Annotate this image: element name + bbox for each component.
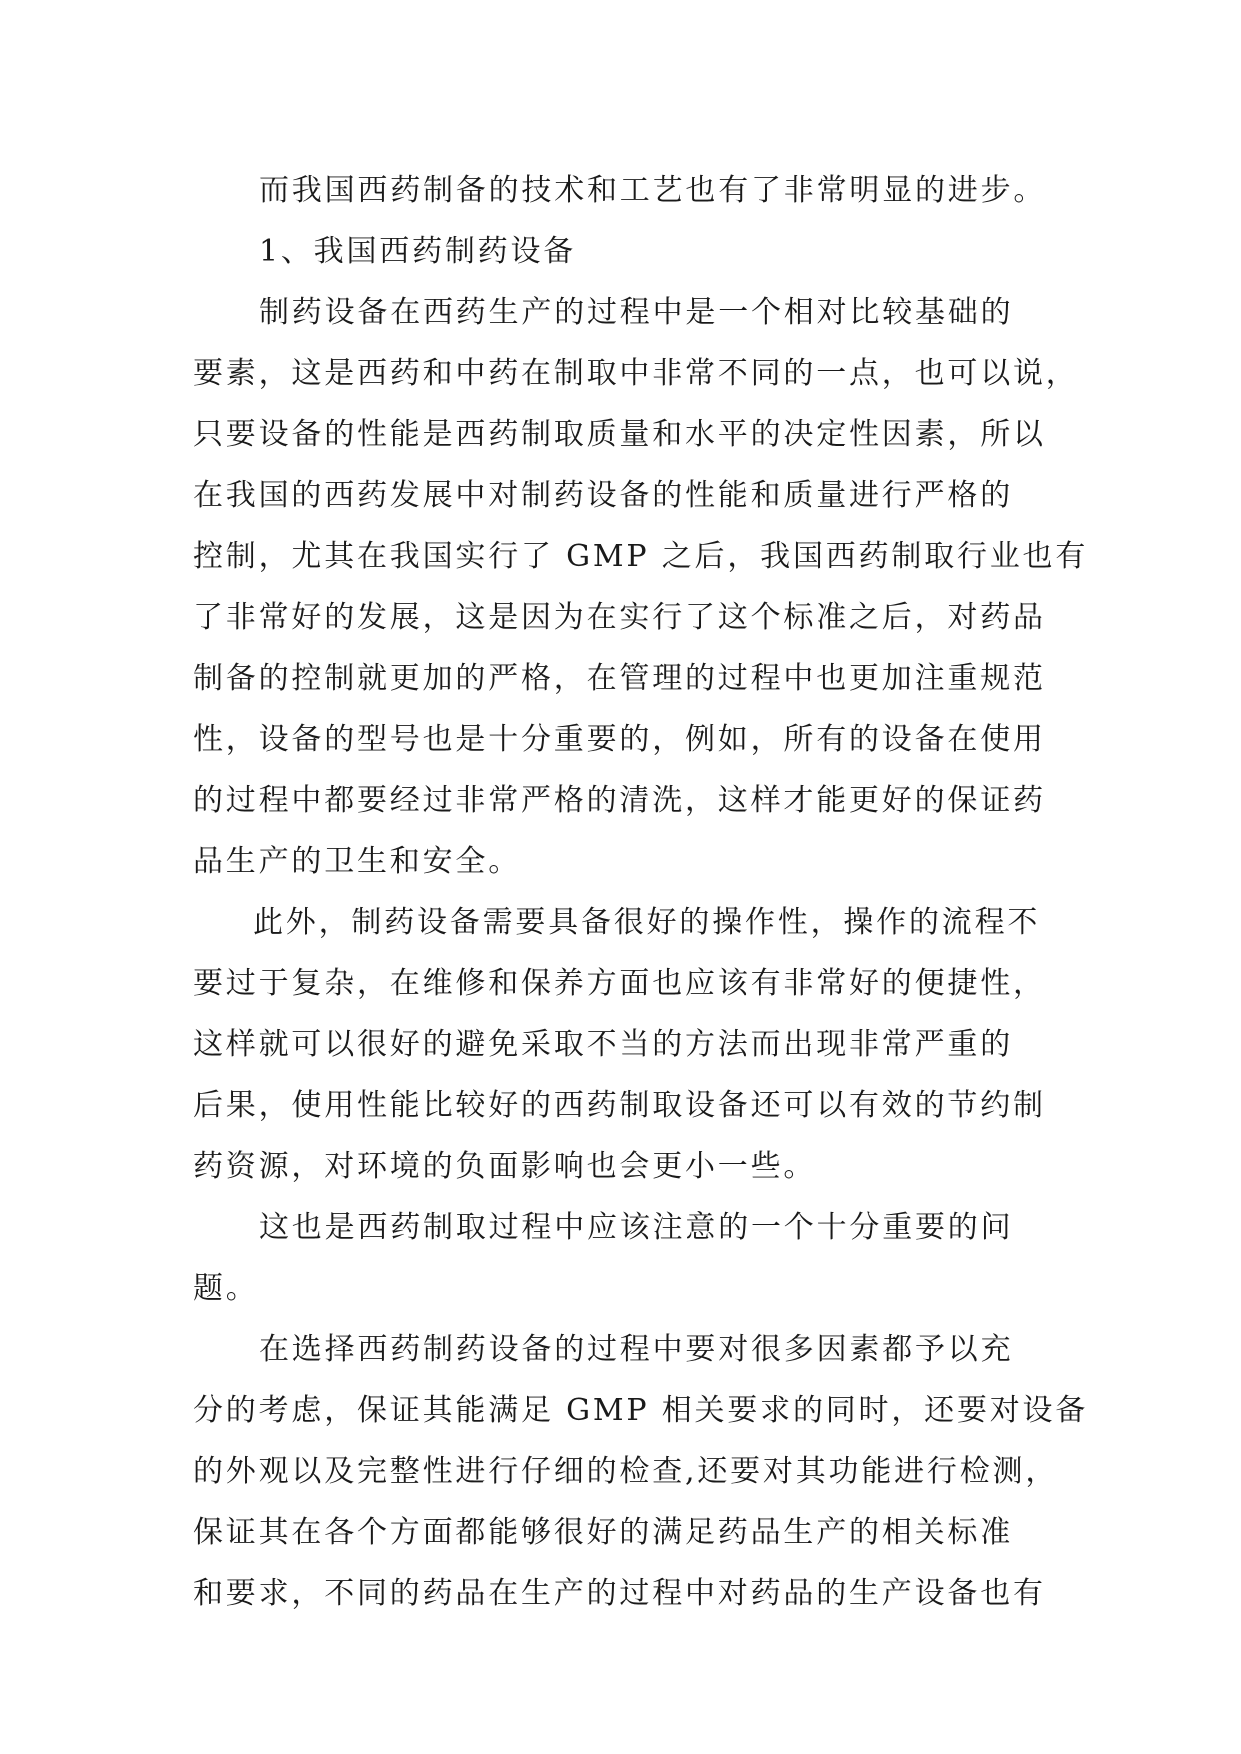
- text-line: 在我国的西药发展中对制药设备的性能和质量进行严格的: [193, 478, 1013, 513]
- text-line: 这也是西药制取过程中应该注意的一个十分重要的问: [259, 1210, 1014, 1245]
- text-line: 题。: [193, 1271, 259, 1306]
- text-line: 制备的控制就更加的严格，在管理的过程中也更加注重规范: [193, 661, 1046, 696]
- text-line: 此外，制药设备需要具备很好的操作性，操作的流程不: [253, 905, 1041, 940]
- text-line: 在选择西药制药设备的过程中要对很多因素都予以充: [259, 1332, 1014, 1367]
- text-line: 了非常好的发展，这是因为在实行了这个标准之后，对药品: [193, 600, 1046, 635]
- text-line: 后果，使用性能比较好的西药制取设备还可以有效的节约制: [193, 1088, 1046, 1123]
- text-line: 和要求，不同的药品在生产的过程中对药品的生产设备也有: [193, 1576, 1046, 1611]
- text-line: 要过于复杂，在维修和保养方面也应该有非常好的便捷性，: [193, 966, 1046, 1001]
- text-line: 而我国西药制备的技术和工艺也有了非常明显的进步。: [259, 173, 1047, 208]
- section-heading: 1、我国西药制药设备: [259, 234, 577, 269]
- text-line: 药资源，对环境的负面影响也会更小一些。: [193, 1149, 817, 1184]
- text-line: 要素，这是西药和中药在制取中非常不同的一点，也可以说，: [193, 356, 1079, 391]
- text-line: 保证其在各个方面都能够很好的满足药品生产的相关标准: [193, 1515, 1013, 1550]
- text-line: 制药设备在西药生产的过程中是一个相对比较基础的: [259, 295, 1014, 330]
- text-line: 这样就可以很好的避免采取不当的方法而出现非常严重的: [193, 1027, 1013, 1062]
- text-line: 的过程中都要经过非常严格的清洗，这样才能更好的保证药: [193, 783, 1046, 818]
- text-line: 只要设备的性能是西药制取质量和水平的决定性因素，所以: [193, 417, 1046, 452]
- text-line: 分的考虑，保证其能满足 GMP 相关要求的同时，还要对设备: [193, 1393, 1089, 1428]
- text-line: 的外观以及完整性进行仔细的检查,还要对其功能进行检测，: [193, 1454, 1059, 1489]
- text-line: 性，设备的型号也是十分重要的，例如，所有的设备在使用: [193, 722, 1046, 757]
- text-line: 控制，尤其在我国实行了 GMP 之后，我国西药制取行业也有: [193, 539, 1089, 574]
- text-line: 品生产的卫生和安全。: [193, 844, 521, 879]
- document-body: [193, 160, 1089, 1624]
